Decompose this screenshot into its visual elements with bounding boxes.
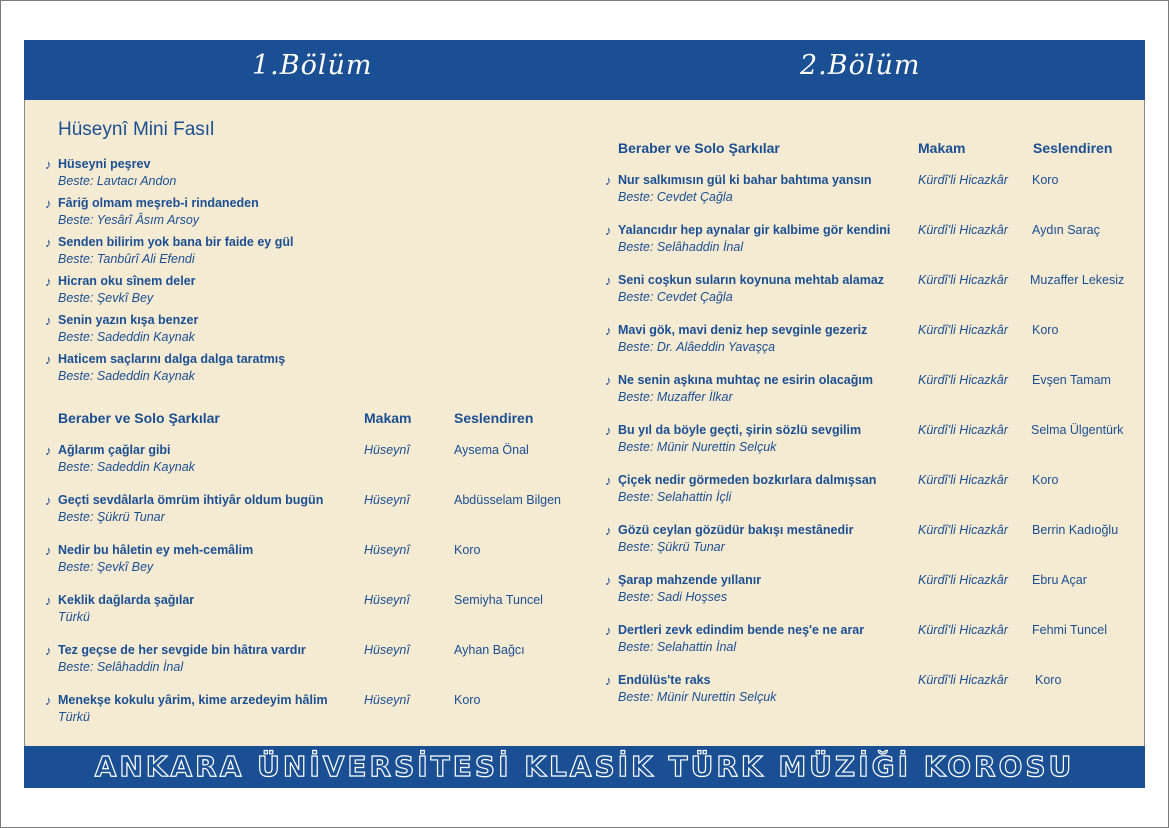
song-singer: Ebru Açar [1032,573,1087,587]
song-composer: Beste: Münir Nurettin Selçuk [618,690,777,704]
song-title: Keklik dağlarda şağılar [58,593,195,607]
song-makam: Hüseynî [364,593,410,607]
song-makam: Kürdî'li Hicazkâr [918,323,1008,337]
song-makam: Kürdî'li Hicazkâr [918,523,1008,537]
fasil-item-composer: Beste: Şevkî Bey [58,291,154,305]
music-note-icon: ♪ [45,157,52,172]
fasil-item-title: Senden bilirim yok bana bir faide ey gül [58,235,294,249]
song-singer: Berrin Kadıoğlu [1032,523,1119,537]
fasil-item-composer: Beste: Yesârî Âsım Arsoy [58,213,200,227]
fasil-item-title: Hicran oku sînem deler [58,274,196,288]
song-title: Tez geçse de her sevgide bin hâtıra vardır [58,643,306,657]
fasil-item-composer: Beste: Tanbûrî Ali Efendi [58,252,195,266]
music-note-icon: ♪ [45,196,52,211]
fasil-item-composer: Beste: Sadeddin Kaynak [58,330,195,344]
fasil-item-title: Hüseyni peşrev [58,157,151,171]
fasil-item-title: Senin yazın kışa benzer [58,313,199,327]
song-title: Şarap mahzende yıllanır [618,573,762,587]
song-makam: Kürdî'li Hicazkâr [918,373,1008,387]
music-note-icon: ♪ [45,352,52,367]
song-composer: Beste: Selâhaddin İnal [58,660,184,674]
music-note-icon: ♪ [45,493,52,508]
song-singer: Koro [1035,673,1062,687]
music-note-icon: ♪ [45,235,52,250]
song-singer: Aydın Saraç [1032,223,1100,237]
song-singer: Ayhan Bağcı [454,643,525,657]
music-note-icon: ♪ [605,373,612,388]
song-makam: Kürdî'li Hicazkâr [918,273,1008,287]
song-makam: Hüseynî [364,443,410,457]
header-band [24,40,1145,100]
fasil-item-title: Haticem saçlarını dalga dalga taratmış [58,352,286,366]
fasil-item-composer: Beste: Lavtacı Andon [58,174,177,188]
song-composer: Türkü [58,710,90,724]
song-title: Endülüs'te raks [618,673,711,687]
song-makam: Hüseynî [364,643,410,657]
song-composer: Beste: Selahattin İçli [618,490,732,504]
song-title: Nedir bu hâletin ey meh-cemâlim [58,543,254,557]
song-composer: Beste: Şevkî Bey [58,560,154,574]
fasil-item-composer: Beste: Sadeddin Kaynak [58,369,195,383]
music-note-icon: ♪ [45,643,52,658]
music-note-icon: ♪ [605,523,612,538]
song-composer: Beste: Sadeddin Kaynak [58,460,195,474]
song-title: Yalancıdır hep aynalar gir kalbime gör kendini [618,223,891,237]
song-title: Mavi gök, mavi deniz hep sevginle gezeriz [618,323,868,337]
music-note-icon: ♪ [45,443,52,458]
part1-makam-header: Makam [364,410,412,426]
song-singer: Koro [1032,473,1059,487]
music-note-icon: ♪ [605,673,612,688]
part2-singer-header: Seslendiren [1033,140,1113,156]
song-makam: Kürdî'li Hicazkâr [918,673,1008,687]
song-makam: Hüseynî [364,693,410,707]
music-note-icon: ♪ [605,473,612,488]
song-makam: Kürdî'li Hicazkâr [918,423,1008,437]
song-singer: Semiyha Tuncel [454,593,543,607]
song-makam: Kürdî'li Hicazkâr [918,623,1008,637]
song-title: Gözü ceylan gözüdür bakışı mestânedir [618,523,854,537]
song-singer: Koro [1032,173,1059,187]
song-singer: Muzaffer Lekesiz [1030,273,1125,287]
part2-makam-header: Makam [918,140,966,156]
song-singer: Koro [454,693,481,707]
footer-title: ANKARA ÜNİVERSİTESİ KLASİK TÜRK MÜZİĞİ KOROSU [94,750,1075,783]
song-singer: Evşen Tamam [1032,373,1111,387]
song-singer: Selma Ülgentürk [1031,423,1124,437]
song-makam: Kürdî'li Hicazkâr [918,473,1008,487]
song-composer: Beste: Şükrü Tunar [618,540,725,554]
music-note-icon: ♪ [45,543,52,558]
song-makam: Kürdî'li Hicazkâr [918,223,1008,237]
song-makam: Hüseynî [364,543,410,557]
song-singer: Abdüsselam Bilgen [454,493,562,507]
song-title: Ağlarım çağlar gibi [58,443,171,457]
music-note-icon: ♪ [45,693,52,708]
music-note-icon: ♪ [605,423,612,438]
song-title: Bu yıl da böyle geçti, şirin sözlü sevgilim [618,423,862,437]
song-singer: Koro [454,543,481,557]
part2-songs-heading: Beraber ve Solo Şarkılar [618,140,780,156]
part1-songs-heading: Beraber ve Solo Şarkılar [58,410,220,426]
song-title: Dertleri zevk edindim bende neş'e ne arar [618,623,865,637]
song-composer: Beste: Şükrü Tunar [58,510,165,524]
music-note-icon: ♪ [45,313,52,328]
song-composer: Beste: Cevdet Çağla [618,290,733,304]
song-composer: Beste: Dr. Alâeddin Yavaşça [618,340,776,354]
song-singer: Fehmi Tuncel [1032,623,1108,637]
song-composer: Türkü [58,610,90,624]
music-note-icon: ♪ [605,223,612,238]
part1-title: 1.Bölüm [252,50,373,81]
song-makam: Hüseynî [364,493,410,507]
song-title: Seni coşkun suların koynuna mehtab alamaz [618,273,885,287]
music-note-icon: ♪ [605,273,612,288]
song-title: Nur salkımısın gül ki bahar bahtıma yansın [618,173,872,187]
fasil-heading: Hüseynî Mini Fasıl [58,119,215,140]
music-note-icon: ♪ [605,173,612,188]
song-composer: Beste: Cevdet Çağla [618,190,733,204]
song-singer: Koro [1032,323,1059,337]
song-title: Ne senin aşkına muhtaç ne esirin olacağım [618,373,873,387]
music-note-icon: ♪ [605,623,612,638]
song-composer: Beste: Selahattin İnal [618,640,737,654]
part2-title: 2.Bölüm [800,50,921,81]
music-note-icon: ♪ [605,323,612,338]
music-note-icon: ♪ [45,274,52,289]
song-makam: Kürdî'li Hicazkâr [918,173,1008,187]
fasil-item-title: Fâriğ olmam meşreb-i rindaneden [58,196,259,210]
song-composer: Beste: Münir Nurettin Selçuk [618,440,777,454]
song-title: Geçti sevdâlarla ömrüm ihtiyâr oldum bugün [58,493,324,507]
song-composer: Beste: Selâhaddin İnal [618,240,744,254]
part1-singer-header: Seslendiren [454,410,534,426]
song-title: Menekşe kokulu yârim, kime arzedeyim hâlim [58,693,328,707]
music-note-icon: ♪ [45,593,52,608]
song-composer: Beste: Sadi Hoşses [618,590,728,604]
song-composer: Beste: Muzaffer İlkar [618,390,733,404]
song-title: Çiçek nedir görmeden bozkırlara dalmışsan [618,473,877,487]
song-singer: Aysema Önal [454,443,529,457]
song-makam: Kürdî'li Hicazkâr [918,573,1008,587]
music-note-icon: ♪ [605,573,612,588]
